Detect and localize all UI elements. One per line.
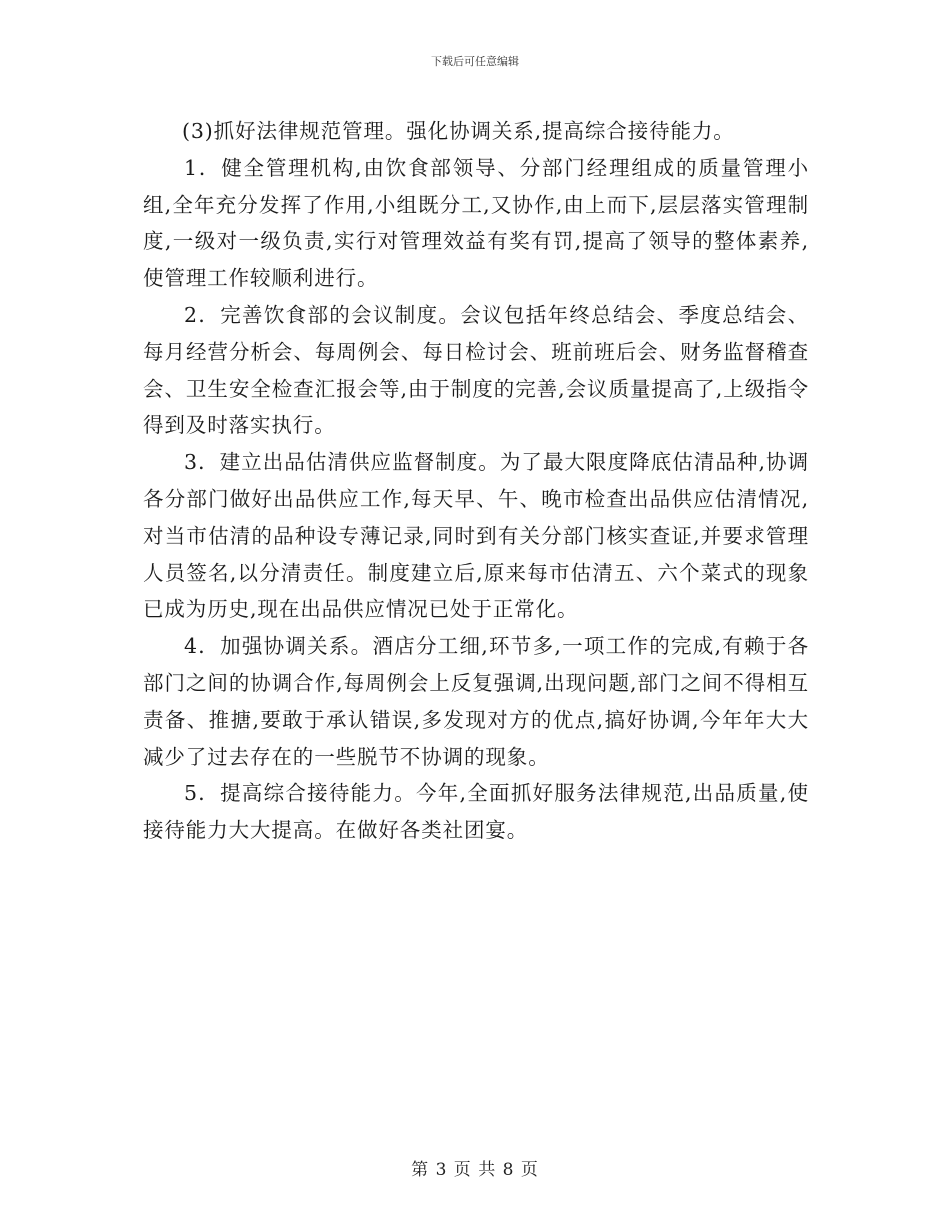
paragraph-5: 5．提高综合接待能力。今年,全面抓好服务法律规范,出品质量,使接待能力大大提高。在做好各类社团宴。 — [143, 781, 809, 843]
page-number: 第 3 页 共 8 页 — [411, 1160, 539, 1180]
header-note: 下载后可任意编辑 — [431, 55, 519, 68]
section-intro: (3)抓好法律规范管理。强化协调关系,提高综合接待能力。 — [181, 119, 735, 143]
document-body — [143, 113, 809, 849]
paragraph-4: 4．加强协调关系。酒店分工细,环节多,一项工作的完成,有赖于各部门之间的协调合作,每周例会上反复强调,出现问题,部门之间不得相互责备、推搪,要敢于承认错误,多发现对方的优点,搞好协调,今年年大大减少了过去存在的一些脱节不协调的现象。 — [143, 634, 809, 769]
paragraph-1: 1．健全管理机构,由饮食部领导、分部门经理组成的质量管理小组,全年充分发挥了作用,小组既分工,又协作,由上而下,层层落实管理制度,一级对一级负责,实行对管理效益有奖有罚,提高了领导的整体素养,使管理工作较顺利进行。 — [143, 155, 809, 291]
paragraph-2: 2．完善饮食部的会议制度。会议包括年终总结会、季度总结会、每月经营分析会、每周例会、每日检讨会、班前班后会、财务监督稽查会、卫生安全检查汇报会等,由于制度的完善,会议质量提高了,上级指令得到及时落实执行。 — [143, 302, 809, 438]
paragraph-3: 3．建立出品估清供应监督制度。为了最大限度降底估清品种,协调各分部门做好出品供应工作,每天早、午、晚市检查出品供应估清情况,对当市估清的品种设专薄记录,同时到有关分部门核实查证,并要求管理人员签名,以分清责任。制度建立后,原来每市估清五、六个菜式的现象已成为历史,现在出品供应情况已处于正常化。 — [143, 450, 809, 622]
